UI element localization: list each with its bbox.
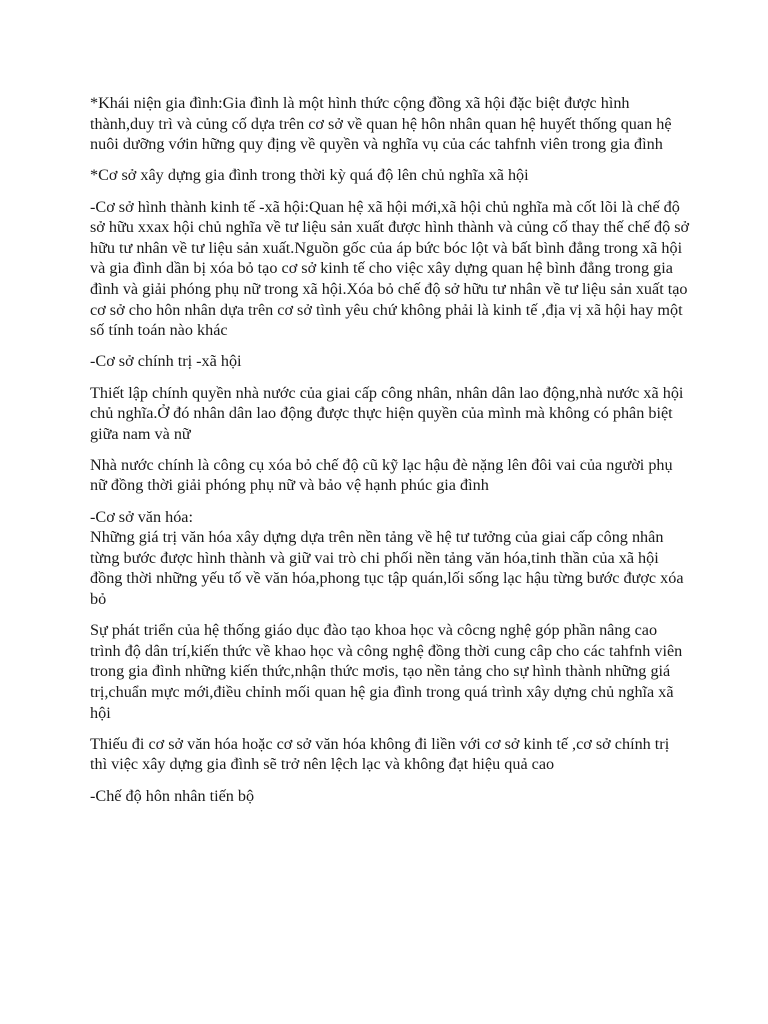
paragraph-economic-basis: -Cơ sở hình thành kinh tế -xã hội:Quan hệ xã hội mới,xã hội chủ nghĩa mà cốt lõi là chế độ sở hữu xxax hội chủ nghĩa về tư liệu sản xuất được hình thành và củng cố thay thế chế độ sở hữu tư nhân về tư liệu sản xuất.Nguồn gốc của áp bức bóc lột và bất bình đẳng trong xã hội và gia đình dần bị xóa bỏ tạo cơ sở kinh tế cho việc xây dựng quan hệ bình đẳng trong gia đình và giải phóng phụ nữ trong xã hội.Xóa bỏ chế độ sở hữu tư nhân về tư liệu sản xuất tạo cơ sở cho hôn nhân dựa trên cơ sở tình yêu chứ không phải là kinh tế ,địa vị xã hội hay một số tính toán nào khác (90, 197, 690, 340)
heading-family-foundation: *Cơ sở xây dựng gia đình trong thời kỳ quá độ lên chủ nghĩa xã hội (90, 166, 529, 185)
paragraph-lack-culture: Thiếu đi cơ sở văn hóa hoặc cơ sở văn hóa không đi liền với cơ sở kinh tế ,cơ sở chính trị thì việc xây dựng gia đình sẽ trở nên lệch lạc và không đạt hiệu quả cao (90, 734, 670, 774)
paragraph-cultural-basis: -Cơ sở văn hóa: Những giá trị văn hóa xây dựng dựa trên nền tảng về hệ tư tưởng của giai cấp công nhân từng bước được hình thành và giữ vai trò chi phối nền tảng văn hóa,tinh thần của xã hội đồng thời những yếu tố về văn hóa,phong tục tập quán,lối sống lạc hậu từng bước được xóa bỏ (90, 507, 684, 609)
paragraph-family-definition: *Khái niện gia đình:Gia đình là một hình thức cộng đồng xã hội đặc biệt được hình thành,duy trì và củng cố dựa trên cơ sở về quan hệ hôn nhân quan hệ huyết thống quan hệ nuôi dưỡng vớin hững quy địng về quyền và nghĩa vụ của các tahfnh viên trong gia đình (90, 94, 672, 154)
paragraph-education: Sự phát triển của hệ thống giáo dục đào tạo khoa học và côcng nghệ góp phần nâng cao trình độ dân trí,kiến thức về khao học và công nghệ đồng thời cung câp cho các tahfnh viên trong gia đình những kiến thức,nhận thức mơis, tạo nền tảng cho sự hình thành những giá trị,chuẩn mực mới,điều chỉnh mối quan hệ gia đình trong quá trình xây dựng chủ nghĩa xã hội (90, 621, 683, 722)
paragraph-state-power: Thiết lập chính quyền nhà nước của giai cấp công nhân, nhân dân lao động,nhà nước xã hội chủ nghĩa.Ở đó nhân dân lao động được thực hiện quyền của mình mà không có phân biệt giữa nam và nữ (90, 383, 684, 443)
paragraph-state-tool: Nhà nước chính là công cụ xóa bỏ chế độ cũ kỹ lạc hậu đè nặng lên đôi vai của người phụ nữ đồng thời giải phóng phụ nữ và bảo vệ hạnh phúc gia đình (90, 455, 673, 495)
document-page (90, 93, 690, 817)
heading-marriage-regime: -Chế độ hôn nhân tiến bộ (90, 786, 255, 805)
heading-political-basis: -Cơ sở chính trị -xã hội (90, 352, 242, 371)
